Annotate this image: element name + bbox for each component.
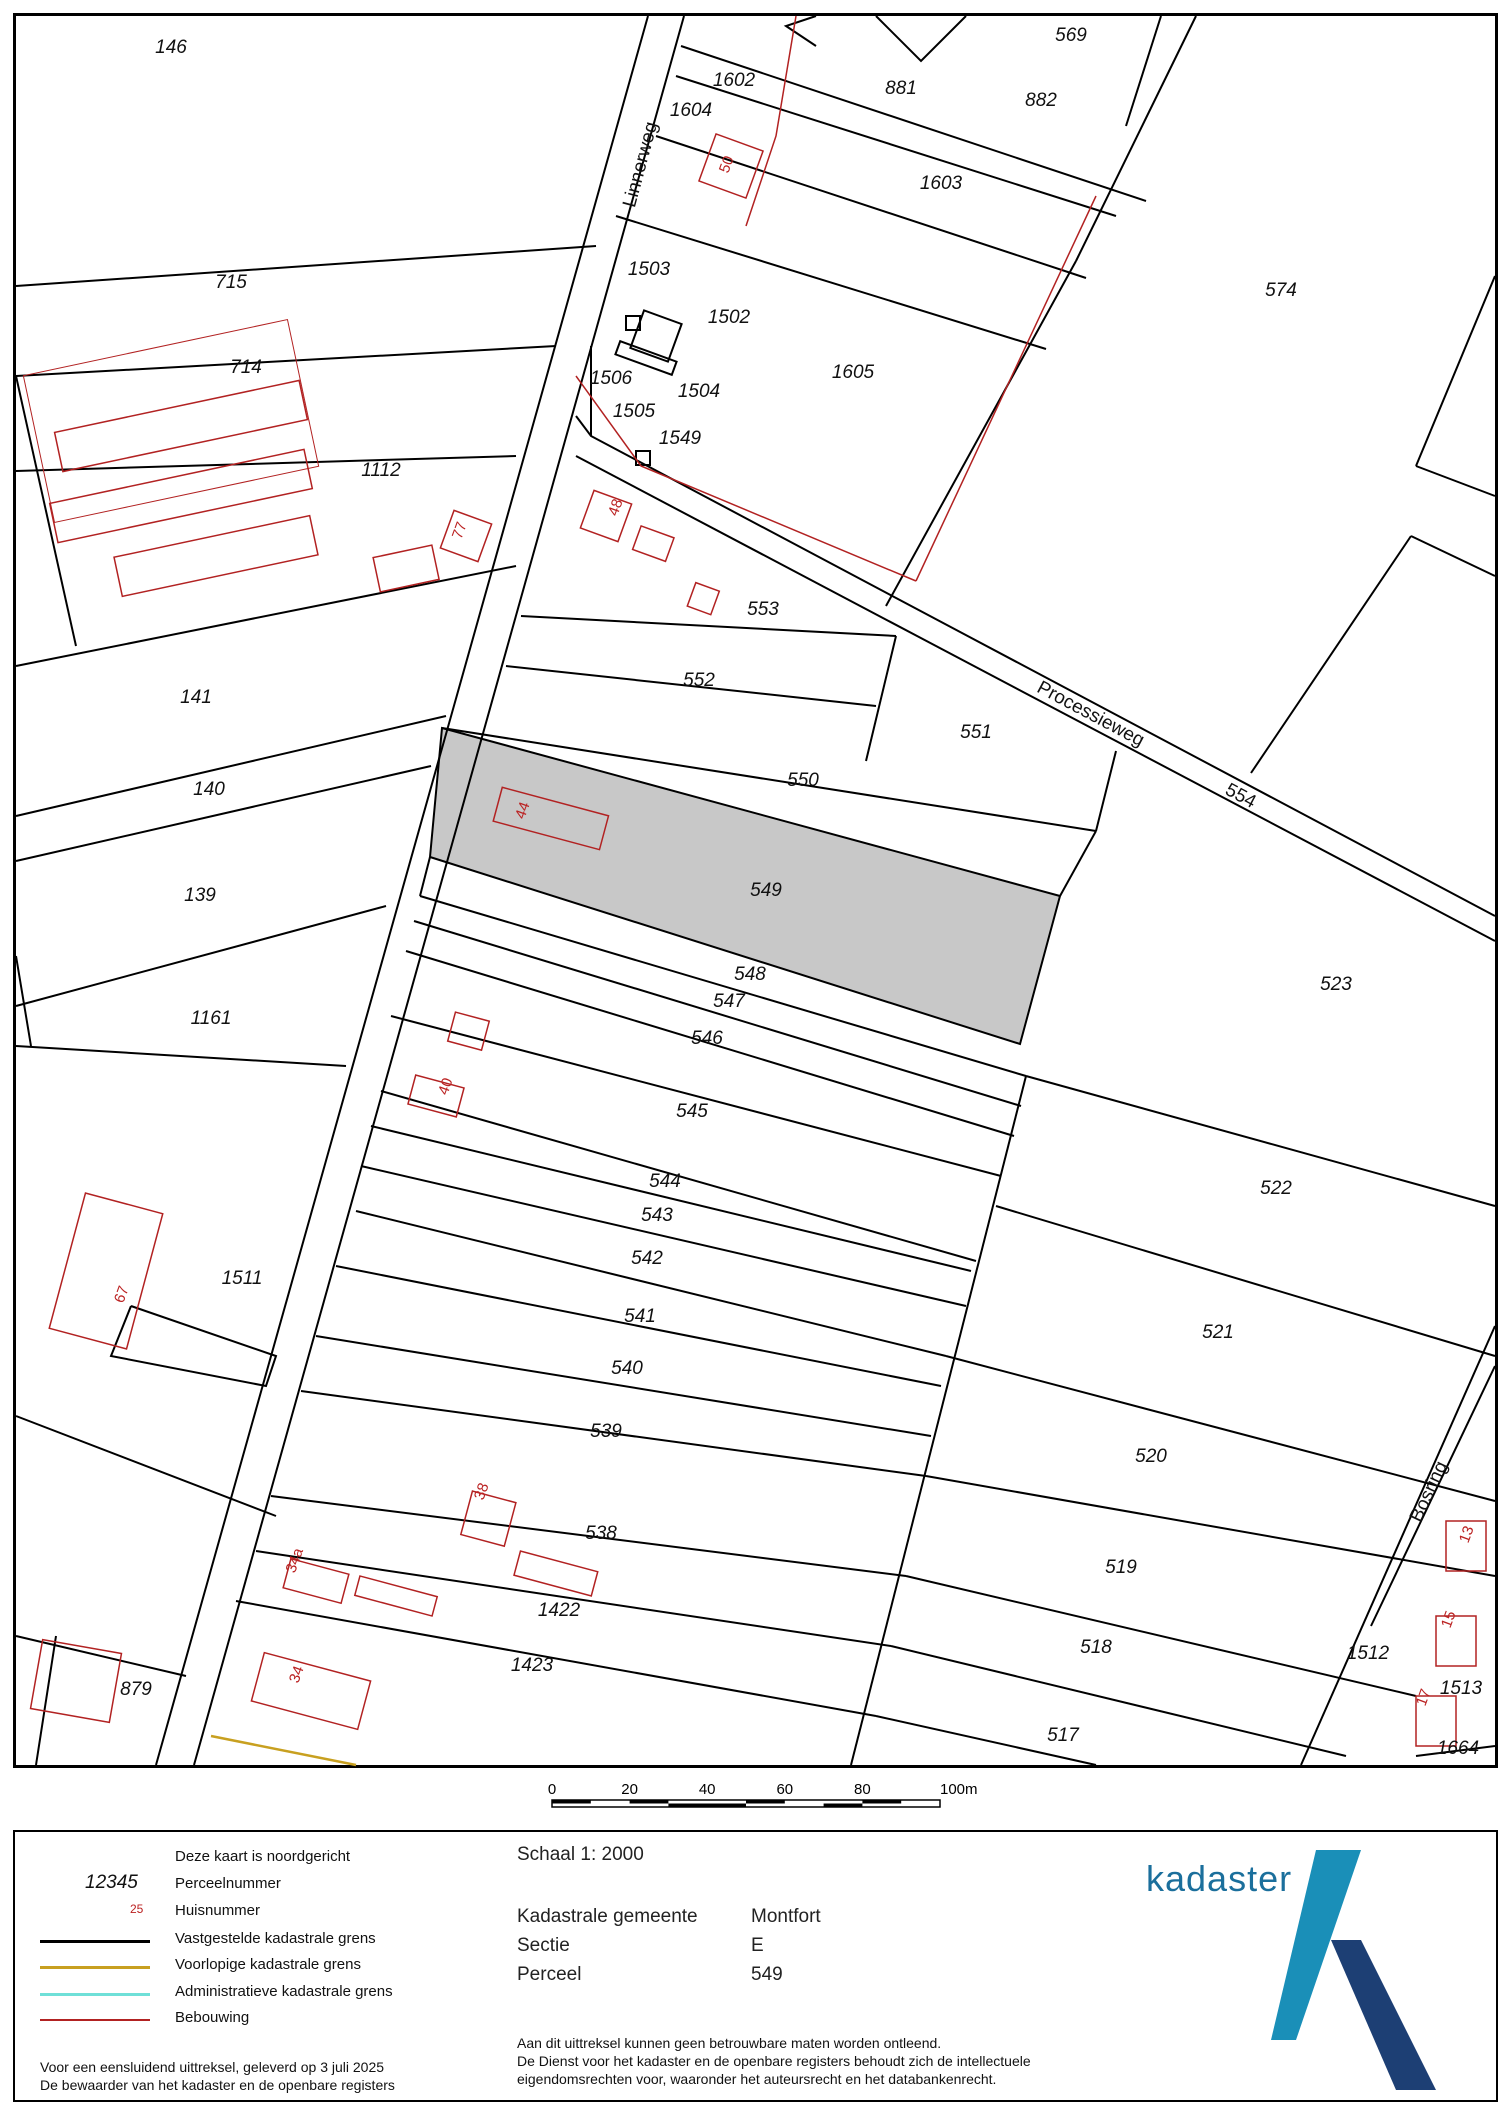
parcel-label-1602: 1602 xyxy=(712,70,756,91)
fixed-boundary-label: Vastgestelde kadastrale grens xyxy=(175,1930,376,1947)
provisional-boundary xyxy=(211,1736,356,1765)
provisional-boundary-label: Voorlopige kadastrale grens xyxy=(175,1956,361,1973)
parcel-label-140: 140 xyxy=(193,779,225,800)
street-label-processieweg: Processieweg xyxy=(1033,677,1148,752)
parcel-number-sample: 12345 xyxy=(85,1872,138,1893)
parcel-label-549: 549 xyxy=(750,880,782,901)
parcel-label-543: 543 xyxy=(641,1205,673,1226)
parcel-label-540: 540 xyxy=(611,1358,643,1379)
parcel-label-1503: 1503 xyxy=(627,259,671,280)
house-number-sample: 25 xyxy=(130,1902,144,1916)
house-number-77: 77 xyxy=(448,519,471,542)
parcel-label-1603: 1603 xyxy=(919,173,963,194)
parcel-label-542: 542 xyxy=(631,1248,663,1269)
house-number-13: 13 xyxy=(1455,1523,1478,1546)
admin-boundary-label: Administratieve kadastrale grens xyxy=(175,1983,393,2000)
parcel-label-879: 879 xyxy=(120,1679,152,1700)
section-value: E xyxy=(751,1935,764,1956)
disclaimer-line-1: Aan dit uittreksel kunnen geen betrouwbare maten worden ontleend. xyxy=(517,2035,942,2051)
parcel-label-553: 553 xyxy=(747,599,779,620)
street-label-554: 554 xyxy=(1221,779,1260,813)
scale-tick-label: 100m xyxy=(940,1781,978,1798)
scale-bar xyxy=(540,1778,978,1818)
parcel-label-522: 522 xyxy=(1260,1178,1292,1199)
provisional-boundary-swatch xyxy=(40,1966,150,1969)
parcel-label-550: 550 xyxy=(787,770,819,791)
parcel-label-523: 523 xyxy=(1320,974,1352,995)
parcel-label-547: 547 xyxy=(713,991,745,1012)
parcel-label-1512: 1512 xyxy=(1346,1643,1390,1664)
parcel-label-714: 714 xyxy=(230,357,262,378)
parcel-label-546: 546 xyxy=(691,1028,723,1049)
parcel-label-539: 539 xyxy=(590,1421,622,1442)
cadastral-map xyxy=(13,13,1498,1768)
parcel-label-574: 574 xyxy=(1265,280,1297,301)
parcel-label-139: 139 xyxy=(184,885,216,906)
parcel-label-1549: 1549 xyxy=(658,428,702,449)
parcel-label-146: 146 xyxy=(155,37,187,58)
house-number-17: 17 xyxy=(1412,1686,1435,1709)
disclaimer-line-2: De Dienst voor het kadaster en de openbare registers behoudt zich de intellectuele xyxy=(517,2053,1031,2069)
scale-text: Schaal 1: 2000 xyxy=(517,1844,644,1865)
parcel-label-518: 518 xyxy=(1080,1637,1112,1658)
parcel-label-541: 541 xyxy=(624,1306,656,1327)
building-swatch xyxy=(40,2019,150,2021)
disclaimer-line-3: eigendomsrechten voor, waaronder het auteursrecht en het databankenrecht. xyxy=(517,2071,997,2087)
house-number-label: Huisnummer xyxy=(175,1902,261,1919)
fixed-boundary-swatch xyxy=(40,1940,150,1943)
parcel-label-548: 548 xyxy=(734,964,766,985)
municipality-label: Kadastrale gemeente xyxy=(517,1906,698,1927)
house-number-50: 50 xyxy=(715,153,738,176)
section-label: Sectie xyxy=(517,1935,570,1956)
house-number-40: 40 xyxy=(434,1075,457,1098)
parcel-label-552: 552 xyxy=(683,670,715,691)
parcel-label-1504: 1504 xyxy=(677,381,721,402)
parcel-label-569: 569 xyxy=(1055,25,1087,46)
parcel-label-519: 519 xyxy=(1105,1557,1137,1578)
house-number-15: 15 xyxy=(1437,1608,1460,1631)
parcel-label-1423: 1423 xyxy=(510,1655,554,1676)
house-number-48: 48 xyxy=(604,496,627,519)
parcel-label-1502: 1502 xyxy=(707,307,751,328)
scale-tick-label: 40 xyxy=(698,1781,716,1798)
scale-tick-label: 80 xyxy=(854,1781,871,1798)
parcel-label-1112: 1112 xyxy=(361,460,401,481)
parcel-label-141: 141 xyxy=(180,687,212,708)
north-note: Deze kaart is noordgericht xyxy=(175,1848,351,1865)
legend-panel xyxy=(13,1830,1498,2102)
scale-tick-label: 0 xyxy=(547,1781,557,1798)
parcel-label-1604: 1604 xyxy=(669,100,713,121)
parcel-label-1506: 1506 xyxy=(589,368,633,389)
kadaster-logo-mark xyxy=(1146,1840,1476,2098)
house-number-44: 44 xyxy=(511,799,534,822)
perceel-value: 549 xyxy=(751,1964,783,1985)
parcel-label-1511: 1511 xyxy=(221,1268,263,1289)
parcel-label-881: 881 xyxy=(885,78,917,99)
parcel-label-1505: 1505 xyxy=(612,401,656,422)
kadaster-logo-text: kadaster xyxy=(1146,1858,1293,1899)
parcel-label-1161: 1161 xyxy=(190,1008,232,1029)
parcel-label-520: 520 xyxy=(1135,1446,1167,1467)
kadaster-logo xyxy=(1146,1840,1476,2098)
footer-line-1: Voor een eensluidend uittreksel, geleverd op 3 juli 2025 xyxy=(40,2059,385,2075)
house-number-67: 67 xyxy=(110,1283,133,1306)
street-label-bosring: Bosring xyxy=(1405,1458,1453,1526)
parcel-label-882: 882 xyxy=(1025,90,1057,111)
footer-line-2: De bewaarder van het kadaster en de openbare registers xyxy=(40,2077,395,2093)
parcel-label-1422: 1422 xyxy=(537,1600,581,1621)
house-number-38: 38 xyxy=(470,1480,493,1503)
house-number-34: 34 xyxy=(285,1663,308,1686)
parcel-label-538: 538 xyxy=(585,1523,617,1544)
parcel-label-544: 544 xyxy=(649,1171,681,1192)
parcel-label-545: 545 xyxy=(676,1101,708,1122)
parcel-number-label: Perceelnummer xyxy=(175,1875,281,1892)
scale-tick-label: 20 xyxy=(621,1781,638,1798)
parcel-label-1513: 1513 xyxy=(1439,1678,1483,1699)
parcel-label-521: 521 xyxy=(1202,1322,1234,1343)
parcel-label-517: 517 xyxy=(1047,1725,1079,1746)
admin-boundary-swatch xyxy=(40,1993,150,1996)
scale-tick-label: 60 xyxy=(776,1781,794,1798)
perceel-label: Perceel xyxy=(517,1964,582,1985)
municipality-value: Montfort xyxy=(751,1906,821,1927)
parcel-label-551: 551 xyxy=(960,722,992,743)
parcel-label-1664: 1664 xyxy=(1436,1738,1480,1759)
map-canvas xyxy=(16,16,1495,1765)
building-label: Bebouwing xyxy=(175,2009,250,2026)
parcel-label-1605: 1605 xyxy=(831,362,875,383)
parcel-label-715: 715 xyxy=(215,272,247,293)
street-label-linnerweg: Linnerweg xyxy=(619,119,663,210)
house-number-34a: 34a xyxy=(282,1545,308,1576)
